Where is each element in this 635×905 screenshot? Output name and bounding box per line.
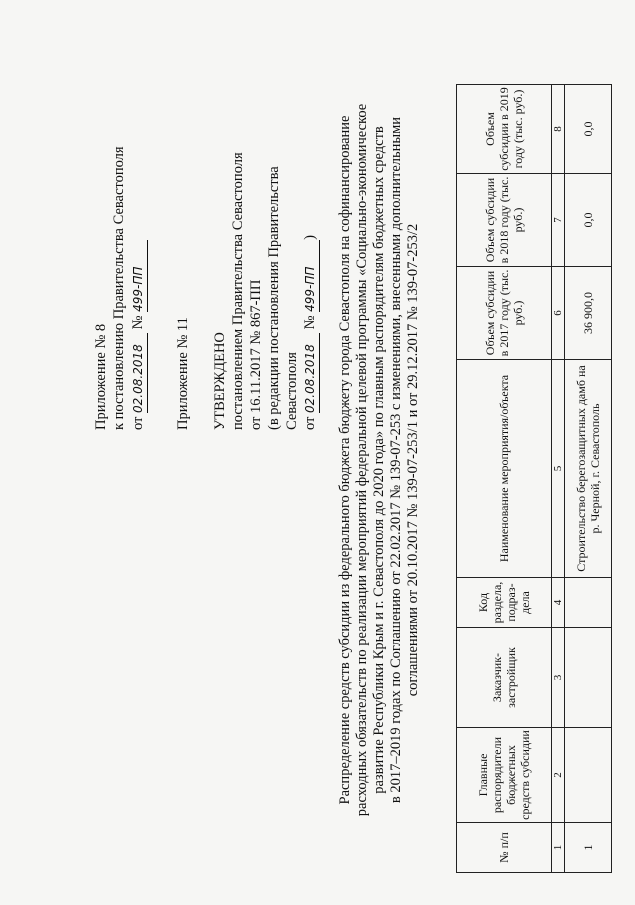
approved-line-1: постановлением Правительства Севастополя [230, 152, 246, 430]
subsidy-table [456, 84, 612, 873]
handwritten-date: 02.08.2018 [129, 333, 148, 413]
approved-line-4: Севастополя [284, 352, 300, 430]
appendix-8-resolution: к постановлению Правительства Севастополя [111, 146, 127, 430]
table-cell: Строительство берегозащитных дамб на р. Черной, г. Севастополь [565, 360, 612, 578]
closing-parenthesis: ) [302, 235, 318, 240]
handwritten-number: 499-ПП [301, 240, 320, 312]
from-label: от [302, 416, 318, 430]
header-cell: Заказчик-застройщик [457, 628, 552, 728]
table-cell: 0,0 [565, 174, 612, 267]
column-number-row [552, 85, 565, 873]
handwritten-number: 499-ПП [129, 240, 148, 312]
table-header-row [457, 85, 552, 873]
appendix-8-title: Приложение № 8 [93, 323, 109, 430]
heading-line-4: в 2017–2019 годах по Соглашению от 22.02.2017 № 139-07-253 с изменениями, внесенными дополнительными [388, 116, 404, 804]
table-cell: 0,0 [565, 85, 612, 174]
column-number: 5 [552, 360, 565, 578]
approved-line-3: (в редакции постановления Правительства [266, 166, 282, 430]
column-number: 6 [552, 267, 565, 360]
header-cell: Объем субсидии в 2017 году (тыс. руб.) [457, 267, 552, 360]
approved-date-line [301, 235, 320, 430]
approved-line-2: от 16.11.2017 № 867-ПП [248, 279, 264, 430]
header-cell: № п/п [457, 823, 552, 873]
column-number: 3 [552, 628, 565, 728]
heading-line-1: Распределение средств субсидии из федерального бюджета бюджету города Севастополя на софинансирование [337, 115, 353, 805]
table-cell [565, 628, 612, 728]
table-cell: 36 900,0 [565, 267, 612, 360]
column-number: 1 [552, 823, 565, 873]
column-number: 7 [552, 174, 565, 267]
heading-line-2: расходных обязательств по реализации мероприятий федеральной целевой программы «Социально-экономическое [354, 103, 370, 817]
header-cell: Объем субсидии в 2019 году (тыс. руб.) [457, 85, 552, 174]
table-cell: 1 [565, 823, 612, 873]
handwritten-date: 02.08.2018 [301, 333, 320, 413]
approved-title: УТВЕРЖДЕНО [212, 332, 228, 430]
header-cell: Код раздела, подраз-дела [457, 578, 552, 628]
appendix-8-date-line [129, 240, 148, 430]
number-label: № [302, 315, 318, 330]
header-cell: Объем субсидии в 2018 году (тыс. руб.) [457, 174, 552, 267]
column-number: 4 [552, 578, 565, 628]
heading-line-3: развитие Республики Крым и г. Севастополя до 2020 года» по главным распорядителям бюджетных средств [371, 126, 387, 794]
from-label: от [130, 416, 146, 430]
header-cell: Главные распорядители бюджетных средств субсидии [457, 728, 552, 823]
table-cell [565, 728, 612, 823]
header-cell: Наименование мероприятия/объекта [457, 360, 552, 578]
table-row [565, 85, 612, 873]
number-label: № [130, 315, 146, 330]
appendix-11-title: Приложение № 11 [175, 317, 191, 430]
column-number: 2 [552, 728, 565, 823]
heading-line-5: соглашениями от 20.10.2017 № 139-07-253/1 и от 29.12.2017 № 139-07-253/2 [405, 223, 421, 697]
table-cell [565, 578, 612, 628]
column-number: 8 [552, 85, 565, 174]
document-heading [337, 70, 422, 850]
